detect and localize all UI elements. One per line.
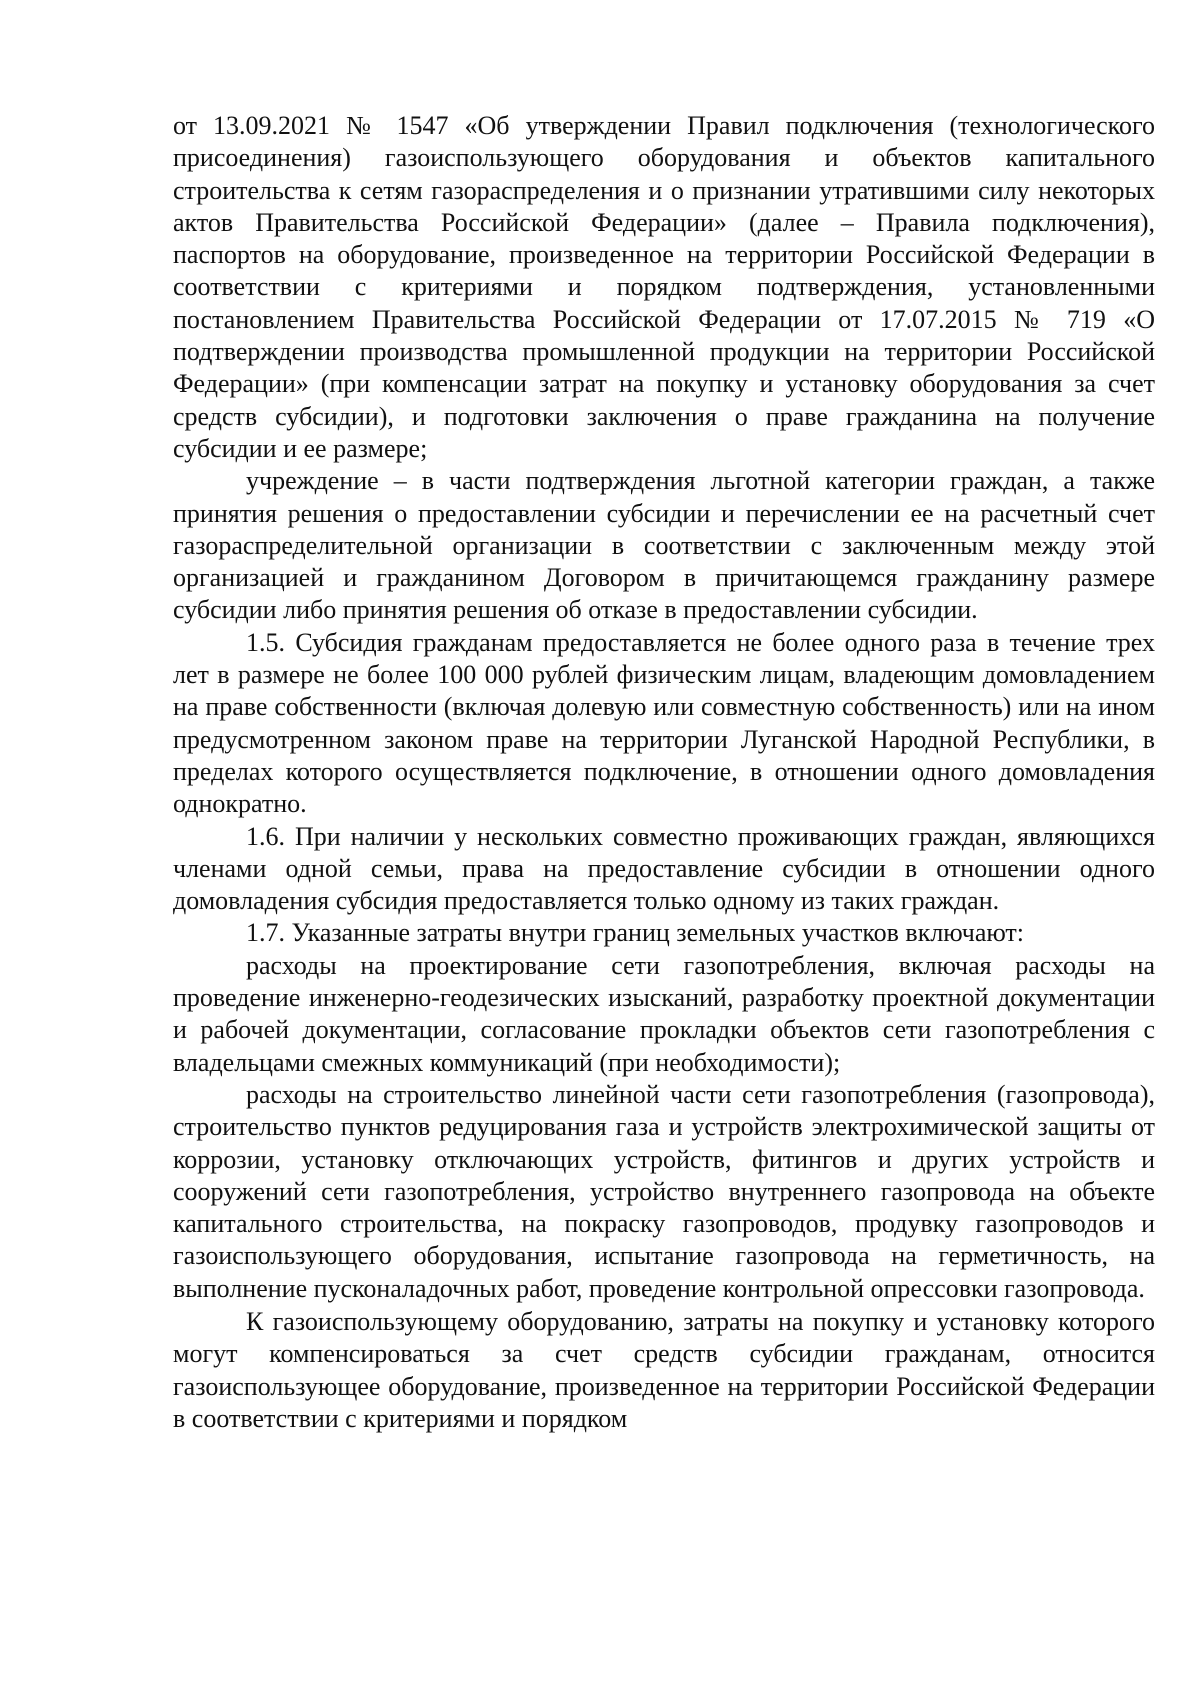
paragraph-1-6: 1.6. При наличии у нескольких совместно проживающих граждан, являющихся членами одной семьи, права на предоставление субсидии в отношении одного домовладения субсидия предоставляется только одному из таких граждан.: [173, 821, 1155, 916]
paragraph-uchrezhdenie: учреждение – в части подтверждения льготной категории граждан, а также принятия решения о предоставлении субсидии и перечислении ее на расчетный счет газораспределительной организации в соответствии с заключенным между этой организацией и гражданином Договором в причитающемся гражданину размере субсидии либо принятия решения об отказе в предоставлении субсидии.: [173, 466, 1155, 625]
paragraph-rashody-proektirovanie: расходы на проектирование сети газопотребления, включая расходы на проведение инженерно-геодезических изысканий, разработку проектной документации и рабочей документации, согласование прокладки объектов сети газопотребления с владельцами смежных коммуникаций (при необходимости);: [173, 950, 1155, 1077]
paragraph-rashody-stroitelstvo: расходы на строительство линейной части сети газопотребления (газопровода), строительство пунктов редуцирования газа и устройств электрохимической защиты от коррозии, установку отключающих устройств, фитингов и других устройств и сооружений сети газопотребления, устройство внутреннего газопровода на объекте капитального строительства, на покраску газопроводов, продувку газопроводов и газоиспользующего оборудования, испытание газопровода на герметичность, на выполнение пусконаладочных работ, проведение контрольной опрессовки газопровода.: [173, 1079, 1155, 1303]
paragraph-1-5: 1.5. Субсидия гражданам предоставляется не более одного раза в течение трех лет в размере не более 100 000 рублей физическим лицам, владеющим домовладением на праве собственности (включая долевую или совместную собственность) или на ином предусмотренном законом праве на территории Луганской Народной Республики, в пределах которого осуществляется подключение, в отношении одного домовладения однократно.: [173, 627, 1155, 819]
paragraph-gazoispolzuyushee-oborudovanie: К газоиспользующему оборудованию, затраты на покупку и установку которого могут компенсироваться за счет средств субсидии гражданам, относится газоиспользующее оборудование, произведенное на территории Российской Федерации в соответствии с критериями и порядком: [173, 1306, 1155, 1433]
paragraph-continuation: от 13.09.2021 № 1547 «Об утверждении Правил подключения (технологического присоединения) газоиспользующего оборудования и объектов капитального строительства к сетям газораспределения и о признании утратившими силу некоторых актов Правительства Российской Федерации» (далее – Правила подключения), паспортов на оборудование, произведенное на территории Российской Федерации в соответствии с критериями и порядком подтверждения, установленными постановлением Правительства Российской Федерации от 17.07.2015 № 719 «О подтверждении производства промышленной продукции на территории Российской Федерации» (при компенсации затрат на покупку и установку оборудования за счет средств субсидии), и подготовки заключения о праве гражданина на получение субсидии и ее размере;: [173, 111, 1155, 463]
document-page: [173, 110, 1155, 1435]
paragraph-1-7: 1.7. Указанные затраты внутри границ земельных участков включают:: [246, 918, 1025, 948]
